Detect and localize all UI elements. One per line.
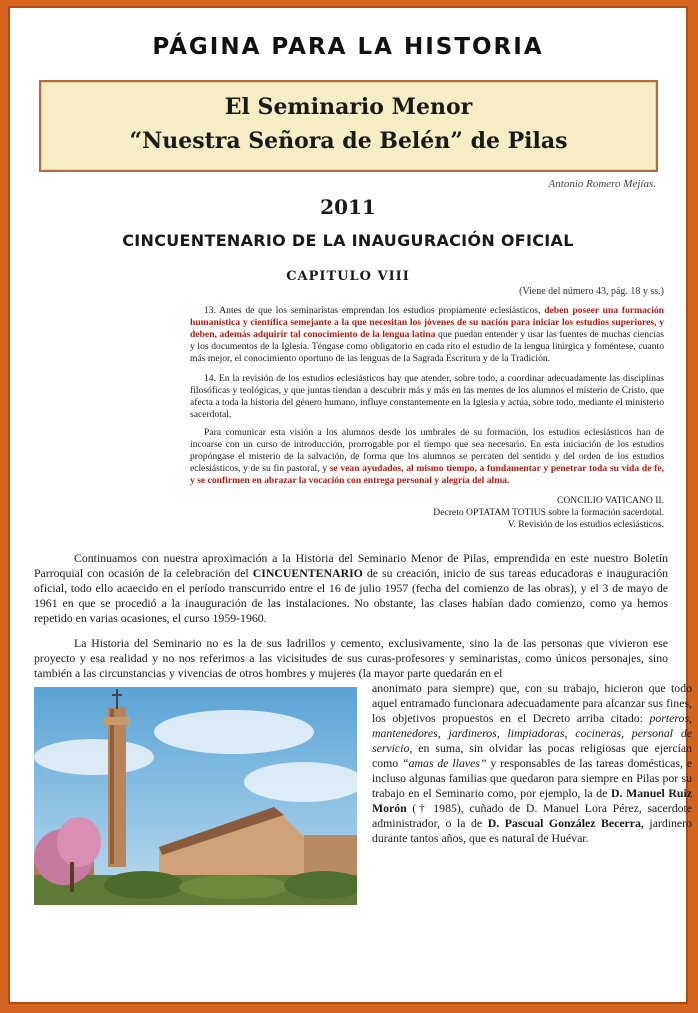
- page-header: PÁGINA PARA LA HISTORIA: [152, 34, 544, 60]
- continued-note: (Viene del número 43, pág. 18 y ss.): [519, 286, 664, 297]
- body-text: Continuamos con nuestra aproximación a la Historia del Seminario Menor de Pilas, emprendida en este nuestro Boletín Parroquial con ocasión de la celebración del: [34, 551, 668, 580]
- quote-highlight: deben poseer una formación humanística y científica semejante a la que necesitan los jóvenes de su nación para iniciar los estudios superiores, y deben, además adquirir tal conocimiento de la lengua latina: [190, 305, 664, 340]
- body-italic: “amas de llaves”: [402, 756, 487, 770]
- quote-paragraph-14b: [190, 427, 664, 487]
- body-bold: CINCUENTENARIO: [252, 566, 363, 580]
- chapter-heading: CAPITULO VIII: [286, 269, 410, 284]
- quote-text: 13. Antes de que los seminaristas emprendan los estudios propiamente eclesiásticos,: [204, 305, 545, 316]
- source-line-1: CONCILIO VATICANO II.: [556, 495, 664, 506]
- body-text: jardinero durante tantos años, que es natural de Huévar.: [372, 816, 692, 845]
- quote-highlight: se vean ayudados, al mismo tiempo, a fundamentar y penetrar toda su vida de fe, y se confirmen en abrazar la vocación con entrega personal y alegría del alma.: [190, 463, 664, 486]
- body-bold: D. Manuel Ruiz Morón: [372, 786, 692, 815]
- source-line-2: Decreto OPTATAM TOTIUS sobre la formación sacerdotal.: [433, 507, 664, 518]
- lower-section: [34, 681, 692, 921]
- quote-source: [10, 495, 664, 531]
- page-frame: [8, 6, 692, 1004]
- body-text: en suma, sin olvidar las pocas religiosas que ejercían como: [372, 741, 692, 770]
- body-text: y responsables de las tareas domésticas, e incluso algunas familias que quedaron para siempre en Pilas por su trabajo en el Seminario como, por ejemplo, la de: [372, 756, 692, 800]
- title-line-1: El Seminario Menor: [224, 94, 473, 120]
- body-text: anonimato para siempre) que, con su trabajo, hicieron que todo aquel entramado funcionara adecuadamente para alcanzar sus fines, los objetivos propuestos en el Decreto arriba citado:: [372, 681, 692, 725]
- quote-paragraph-13: [190, 305, 664, 365]
- source-line-3: V. Revisión de los estudios eclesiásticos.: [507, 519, 664, 530]
- article-body: [34, 551, 668, 681]
- body-paragraph-2: La Historia del Seminario no es la de sus ladrillos y cemento, exclusivamente, sino la de las personas que vivieron ese proyecto y esa realidad y no nos referimos a las vicisitudes de sus curas-profesores y seminaristas, como únicos personajes, sino también a las circunstancias y vivencias de otros hombres y mujeres (la mayor parte quedarán en el: [34, 636, 668, 680]
- body-paragraph-1: [34, 551, 668, 626]
- body-italic: porteros, mantenedores, jardineros, limpiadoras, cocineras, personal de servicio,: [372, 711, 692, 755]
- quote-text: que puedan entender y usar las fuentes de muchas ciencias y los documentos de la Iglesia. Téngase como obligatorio en cada rito el estudio de la lengua litúrgica y foméntese, cuanto más mejor, el conocimiento oportuno de las lenguas de la Sagrada Escritura y de la Tradición.: [190, 329, 664, 364]
- title-box: [39, 80, 658, 172]
- body-bold: D. Pascual González Becerra,: [487, 816, 644, 830]
- year-heading: 2011: [320, 195, 376, 219]
- author: Antonio Romero Mejías.: [548, 178, 656, 190]
- body-text: († 1985), cuñado de D. Manuel Lora Pérez, sacerdote administrador, o la de: [372, 801, 692, 830]
- quote-paragraph-14: 14. En la revisión de los estudios eclesiásticos hay que atender, sobre todo, a coordinar adecuadamente las disciplinas filosóficas y teológicas, y que juntas tiendan a descubrir más y más en las mentes de los alumnos el misterio de Cristo, que afecta a toda la historia del género humano, influye constantemente en la Iglesia y actúa, sobre todo, mediante el ministerio sacerdotal.: [190, 373, 664, 420]
- title-line-2: “Nuestra Señora de Belén” de Pilas: [129, 128, 568, 154]
- seminary-photo: [34, 687, 357, 905]
- subtitle: CINCUENTENARIO DE LA INAUGURACIÓN OFICIAL: [122, 231, 574, 250]
- article-side-column: [372, 681, 692, 846]
- decree-quote: [190, 305, 664, 487]
- body-text: de su creación, inicio de sus tareas educadoras e inauguración oficial, todo ello acaecido en el período transcurrido entre el 16 de julio 1957 (fecha del comienzo de las obras), y el 3 de mayo de 1961 en que se procedió a la inauguración de las instalaciones. No obstante, las clases habían dado comienzo, como ya hemos repetido en varias ocasiones, el curso 1959-1960.: [34, 566, 668, 625]
- quote-text: Para comunicar esta visión a los alumnos desde los umbrales de su formación, los estudios eclesiásticos han de incoarse con un curso de introducción, prorrogable por el tiempo que sea necesario. En esta iniciación de los estudios propóngase el misterio de la salvación, de forma que los alumnos se percaten del sentido y del orden de los estudios eclesiásticos, y de su fin pastoral, y: [190, 427, 664, 474]
